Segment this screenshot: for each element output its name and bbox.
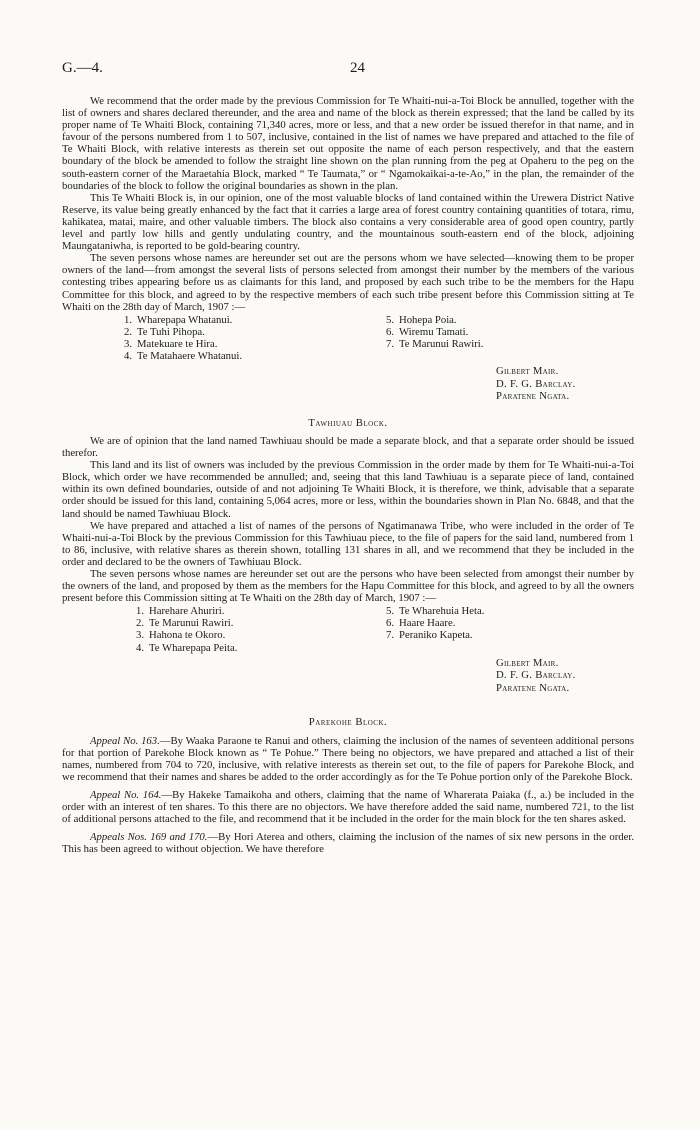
list-item: 4. Te Matahaere Whatanui. [123, 349, 242, 362]
signatory: Gilbert Mair. [496, 365, 559, 378]
paragraph-appeal-163: Appeal No. 163.—By Waaka Paraone te Ranui and others, claiming the inclusion of the names of seventeen additional persons for that portion of Parekohe Block known as “ Te Pohue.” There being no objectors, we have prepared and attached a list of their names, numbered from 704 to 720, inclusive, with relative interests as therein set out, to the file of papers for Parekohe Block, and we recommend that their names and shares be added to the order accordingly as for the Te Pohue portion only of the Parekohe Block. [62, 734, 634, 783]
list-item: 2. Te Tuhi Pihopa. [123, 325, 205, 338]
committee-list-right [372, 605, 484, 653]
list-item: 1. Harehare Ahuriri. [135, 605, 225, 618]
committee-list-left [110, 314, 372, 362]
signatories-te-whaiti [496, 365, 634, 403]
list-item: 2. Te Marunui Rawiri. [135, 617, 234, 630]
appeal-label: Appeal No. 163. [90, 734, 160, 747]
heading-parekohe-block: Parekohe Block. [308, 716, 388, 729]
list-item: 1. Wharepapa Whatanui. [123, 313, 233, 326]
signatory: D. F. G. Barclay. [496, 669, 576, 682]
signatory: D. F. G. Barclay. [496, 377, 576, 390]
paragraph-te-whaiti-value: This Te Whaiti Block is, in our opinion, one of the most valuable blocks of land contained within the Urewera District Native Reserve, its value being greatly enhanced by the fact that it carries a large area of forest country containing quantities of totara, rimu, kahikatea, matai, maire, and other valuable timbers. The block also contains a very considerable area of good open country, partly level and partly low hills and gently undulating country, and the mountainous south-eastern end of the block, adjoining Maungataniwha, is reported to be gold-bearing country. [62, 191, 634, 253]
committee-list-tawhiuau [62, 605, 634, 653]
page-number: 24 [350, 60, 365, 76]
list-item: 6. Wiremu Tamati. [385, 325, 469, 338]
heading-tawhiuau-block: Tawhiuau Block. [308, 416, 388, 429]
list-item: 5. Te Wharehuia Heta. [385, 605, 485, 618]
list-item: 3. Matekuare te Hira. [123, 337, 218, 350]
list-item: 6. Haare Haare. [385, 617, 456, 630]
list-item: 4. Te Wharepapa Peita. [135, 641, 238, 654]
signatories-tawhiuau [496, 657, 634, 695]
document-reference: G.—4. [62, 60, 103, 76]
committee-list-right [372, 314, 483, 362]
appeal-label: Appeals Nos. 169 and 170. [90, 831, 208, 844]
paragraph-tawhiuau-owners: We have prepared and attached a list of names of the persons of Ngatimanawa Tribe, who were included in the order of Te Whaiti-nui-a-Toi Block by the previous Commission for this Tawhiuau piece, to the file of papers for the said land, numbered from 1 to 86, inclusive, with relative shares as therein shown, totalling 131 shares in all, and we recommend that they be included in the order and declared to be the owners of Tawhiuau Block. [62, 519, 634, 568]
list-item: 5. Hohepa Poia. [385, 313, 457, 326]
signatory: Paratene Ngata. [496, 390, 570, 403]
list-item: 7. Peraniko Kapeta. [385, 629, 473, 642]
document-body [62, 95, 634, 855]
signatory: Gilbert Mair. [496, 656, 559, 669]
committee-list-te-whaiti [62, 314, 634, 362]
appeal-label: Appeal No. 164. [90, 788, 162, 801]
paragraph-te-whaiti-committee: The seven persons whose names are hereunder set out are the persons whom we have selected—knowing them to be proper owners of the land—from amongst the several lists of persons selected from amongst their number by the members of the various contesting tribes appearing before us as claimants for this land, and proposed by each such tribe to be the members for the Hapu Committee for this block, and agreed to by the respective members of each such tribe present before this Commission sitting at Te Whaiti on the 28th day of March, 1907 :— [62, 252, 634, 313]
paragraph-tawhiuau-committee: The seven persons whose names are hereunder set out are the persons who have been selected from amongst their number by the owners of the land, and proposed by them as the members for the Hapu Committee for this block, and agreed to by all the owners present before this Commission sitting at Te Whaiti on the 28th day of March, 1907 :— [62, 567, 634, 605]
paragraph-tawhiuau-land: This land and its list of owners was included by the previous Commission in the order made by them for Te Whaiti-nui-a-Toi Block, which order we have recommended be annulled; and, seeing that this land Tawhiuau is a separate piece of land, contained within its own defined boundaries, outside of and not adjoining Te Whaiti Block, it is therefore, we think, advisable that a separate order should be issued for this land, containing 5,064 acres, more or less, within the boundaries shown in Plan No. 6848, and that the land should be named Tawhiuau Block. [62, 459, 634, 520]
list-item: 3. Hahona te Okoro. [135, 629, 226, 642]
paragraph-tawhiuau-opinion: We are of opinion that the land named Tawhiuau should be made a separate block, and that a separate order should be issued therefor. [62, 434, 634, 460]
list-item: 7. Te Marunui Rawiri. [385, 337, 484, 350]
committee-list-left [122, 605, 372, 653]
signatory: Paratene Ngata. [496, 681, 570, 694]
paragraph-appeal-164: Appeal No. 164.—By Hakeke Tamaikoha and others, claiming that the name of Wharerata Paiaka (f., a.) be included in the order with an interest of ten shares. To this there are no objectors. We have therefore added the said name, numbered 721, to the list of additional persons attached to the file, and recommend that it be included in the order for the main block for the ten shares asked. [62, 788, 634, 826]
page-header [62, 60, 660, 80]
paragraph-appeals-169-170: Appeals Nos. 169 and 170.—By Hori Aterea and others, claiming the inclusion of the names of six new persons in the order. This has been agreed to without objection. We have therefore [62, 831, 634, 856]
paragraph-te-whaiti-recommendation: We recommend that the order made by the previous Commission for Te Whaiti-nui-a-Toi Block be annulled, together with the list of owners and shares declared thereunder, and the area and name of the block as therein expressed; that the land be called by its proper name of Te Whaiti Block, containing 71,340 acres, more or less, and that a new order be issued therefor in that name, and in favour of the persons numbered from 1 to 507, inclusive, contained in the list of names we have prepared and attached to the file of Te Whaiti Block, with relative interests as therein set out opposite the name of each person respectively, and that the eastern boundary of the block be amended to follow the straight line shown on the plan running from the peg at Opaheru to the peg on the south-eastern corner of the Maraetahia Block, marked “ Te Taumata,” or “ Ngamokaikai-a-te-Ao,” in the plan, the remainder of the boundaries of the block to follow the original boundaries as shown in the plan. [62, 95, 634, 192]
